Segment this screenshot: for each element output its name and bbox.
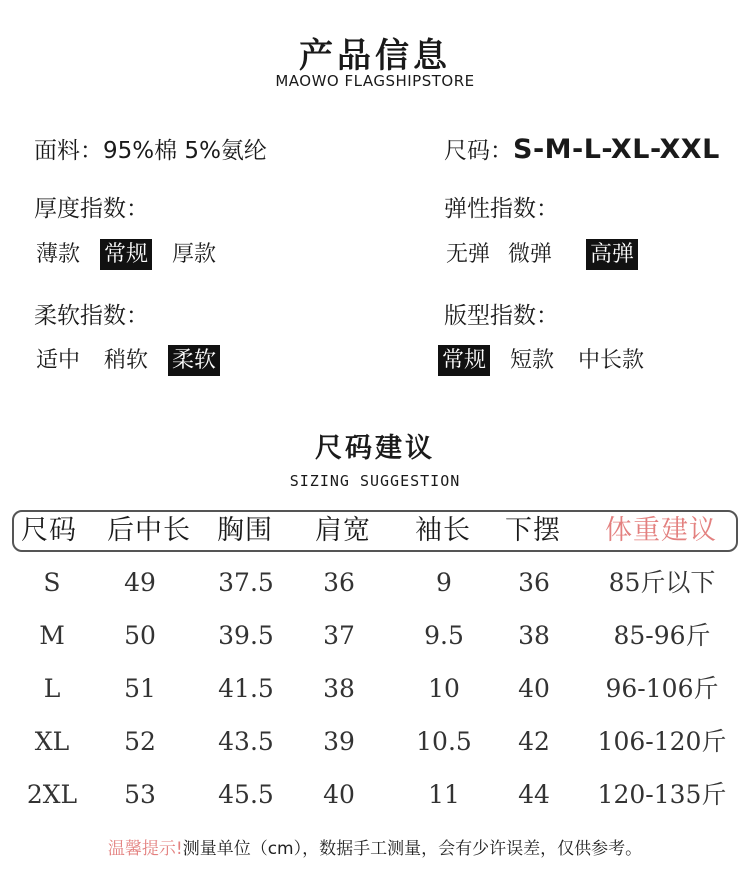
table-cell: 96-106斤	[605, 674, 719, 703]
softness-option: 柔软	[168, 345, 220, 376]
size-range-value: S-M-L-XL-XXL	[513, 134, 720, 165]
col-header-back-length: 后中长	[107, 515, 191, 546]
elasticity-label: 弹性指数：	[444, 196, 559, 222]
table-cell: 38	[518, 621, 550, 650]
sizing-title: 尺码建议	[315, 433, 435, 464]
table-cell: 9	[436, 568, 452, 597]
table-cell: L	[43, 674, 61, 703]
table-cell: 2XL	[26, 780, 78, 809]
table-cell: M	[39, 621, 65, 650]
table-cell: 53	[124, 780, 156, 809]
thickness-label: 厚度指数：	[34, 196, 149, 222]
softness-option: 稍软	[104, 348, 149, 373]
softness-label: 柔软指数：	[34, 303, 149, 329]
table-cell: 44	[518, 780, 550, 809]
table-cell: 40	[323, 780, 355, 809]
material-label: 面料：	[34, 138, 103, 164]
note-text: 测量单位（cm），数据手工测量，会有少许误差，仅供参考。	[182, 839, 643, 859]
fit-label: 版型指数：	[444, 303, 559, 329]
col-header-sleeve: 袖长	[415, 515, 471, 546]
size-range-row	[444, 132, 720, 165]
material-value: 95%棉 5%氨纶	[103, 138, 267, 164]
table-cell: 85斤以下	[608, 568, 716, 597]
thickness-option: 厚款	[172, 242, 217, 267]
table-cell: 45.5	[218, 780, 274, 809]
table-cell: 52	[124, 727, 156, 756]
table-cell: 50	[124, 621, 156, 650]
table-cell: 120-135斤	[597, 780, 727, 809]
disclaimer-note	[0, 834, 750, 859]
table-cell: 43.5	[218, 727, 274, 756]
material-row	[34, 132, 267, 165]
softness-options	[32, 345, 236, 376]
brand-subtitle: MAOWO FLAGSHIPSTORE	[275, 72, 475, 90]
fit-option: 中长款	[578, 348, 645, 373]
elasticity-option: 无弹	[446, 242, 491, 267]
table-cell: 36	[323, 568, 355, 597]
col-header-chest: 胸围	[217, 515, 273, 546]
table-cell: 40	[518, 674, 550, 703]
table-cell: 42	[518, 727, 550, 756]
thickness-option: 薄款	[36, 242, 81, 267]
fit-option: 常规	[438, 345, 490, 376]
thickness-option: 常规	[100, 239, 152, 270]
fit-option: 短款	[510, 348, 555, 373]
table-cell: 38	[323, 674, 355, 703]
elasticity-option: 高弹	[586, 239, 638, 270]
col-header-shoulder: 肩宽	[315, 515, 371, 546]
col-header-weight: 体重建议	[605, 515, 717, 546]
size-range-label: 尺码：	[444, 138, 513, 164]
table-cell: 41.5	[218, 674, 274, 703]
table-cell: S	[43, 568, 61, 597]
table-cell: 36	[518, 568, 550, 597]
table-cell: 51	[124, 674, 156, 703]
table-cell: 10.5	[416, 727, 472, 756]
col-header-size: 尺码	[21, 515, 77, 546]
table-cell: 10	[428, 674, 460, 703]
page-title: 产品信息	[299, 36, 451, 76]
thickness-options	[32, 239, 236, 270]
table-cell: 106-120斤	[597, 727, 727, 756]
table-cell: 85-96斤	[613, 621, 711, 650]
table-cell: 9.5	[424, 621, 464, 650]
table-cell: 37	[323, 621, 355, 650]
sizing-subtitle: SIZING SUGGESTION	[289, 472, 461, 490]
elasticity-options	[442, 239, 654, 270]
fit-options	[438, 345, 664, 376]
table-cell: 49	[124, 568, 156, 597]
table-cell: XL	[34, 727, 70, 756]
table-cell: 39.5	[218, 621, 274, 650]
table-cell: 39	[323, 727, 355, 756]
table-cell: 37.5	[218, 568, 274, 597]
elasticity-option: 微弹	[508, 242, 553, 267]
softness-option: 适中	[36, 348, 81, 373]
col-header-hem: 下摆	[505, 515, 561, 546]
table-cell: 11	[428, 780, 460, 809]
warning-label: 温馨提示!	[107, 839, 183, 859]
